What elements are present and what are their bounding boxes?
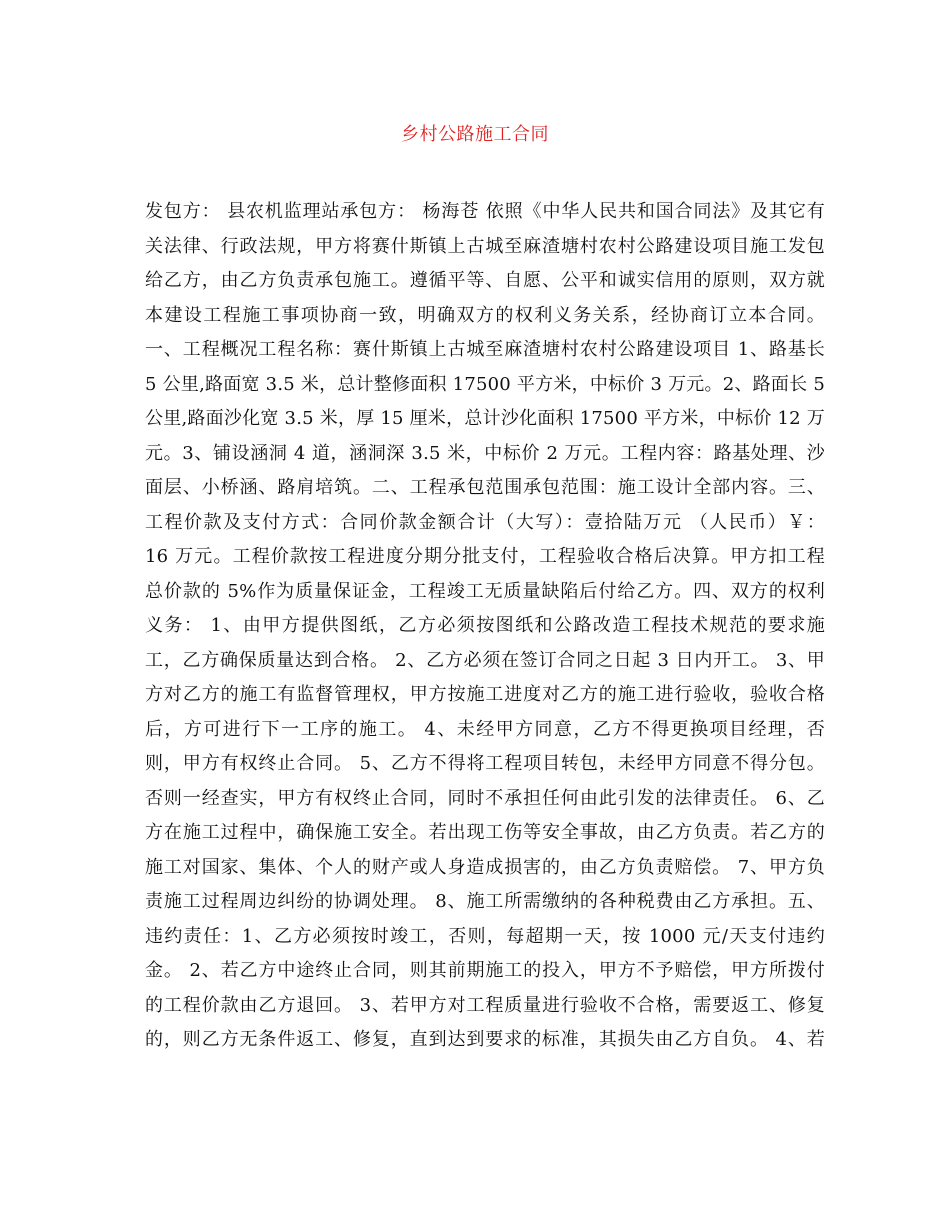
body-line: 公里,路面沙化宽 3.5 米，厚 15 厘米，总计沙化面积 17500 平方米，中标价 12 万 bbox=[145, 408, 825, 429]
body-line: 5 公里,路面宽 3.5 米，总计整修面积 17500 平方米，中标价 3 万元。2、路面长 5 bbox=[145, 373, 825, 395]
body-line: 的，则乙方无条件返工、修复，直到达到要求的标准，其损失由乙方自负。 4、若 bbox=[145, 1029, 825, 1050]
body-line: 16 万元。工程价款按工程进度分期分批支付，工程验收合格后决算。甲方扣工程 bbox=[145, 546, 825, 567]
body-line: 的工程价款由乙方退回。 3、若甲方对工程质量进行验收不合格，需要返工、修复 bbox=[145, 994, 825, 1016]
body-line: 总价款的 5%作为质量保证金，工程竣工无质量缺陷后付给乙方。四、双方的权利 bbox=[145, 580, 825, 602]
body-line: 否则一经查实，甲方有权终止合同，同时不承担任何由此引发的法律责任。 6、乙 bbox=[145, 787, 825, 809]
body-line: 发包方： 县农机监理站承包方： 杨海苍 依照《中华人民共和国合同法》及其它有 bbox=[145, 201, 825, 222]
body-line: 关法律、行政法规，甲方将赛什斯镇上古城至麻渣塘村农村公路建设项目施工发包 bbox=[145, 235, 825, 257]
body-line: 工程价款及支付方式：合同价款金额合计（大写）：壹拾陆万元 （人民币）￥： bbox=[145, 511, 825, 533]
body-line: 工，乙方确保质量达到合格。 2、乙方必须在签订合同之日起 3 日内开工。 3、甲 bbox=[145, 649, 825, 671]
body-line: 本建设工程施工事项协商一致，明确双方的权利义务关系，经协商订立本合同。 bbox=[145, 304, 825, 326]
body-line: 违约责任：1、乙方必须按时竣工，否则，每超期一天，按 1000 元/天支付违约 bbox=[145, 925, 825, 947]
body-line: 则，甲方有权终止合同。 5、乙方不得将工程项目转包，未经甲方同意不得分包。 bbox=[145, 753, 825, 774]
body-line: 给乙方，由乙方负责承包施工。遵循平等、自愿、公平和诚实信用的原则，双方就 bbox=[145, 270, 825, 291]
body-line: 施工对国家、集体、个人的财产或人身造成损害的，由乙方负责赔偿。 7、甲方负 bbox=[145, 856, 825, 878]
document-body bbox=[145, 195, 825, 1058]
document-title: 乡村公路施工合同 bbox=[401, 124, 549, 145]
body-line: 义务： 1、由甲方提供图纸，乙方必须按图纸和公路改造工程技术规范的要求施 bbox=[145, 615, 825, 636]
body-line: 一、工程概况工程名称：赛什斯镇上古城至麻渣塘村农村公路建设项目 1、路基长 bbox=[145, 339, 825, 360]
body-line: 元。3、铺设涵洞 4 道，涵洞深 3.5 米，中标价 2 万元。工程内容：路基处理、沙 bbox=[145, 442, 825, 464]
body-line: 后，方可进行下一工序的施工。 4、未经甲方同意，乙方不得更换项目经理，否 bbox=[145, 718, 825, 740]
body-line: 面层、小桥涵、路肩培筑。二、工程承包范围承包范围：施工设计全部内容。三、 bbox=[145, 477, 825, 498]
body-line: 方对乙方的施工有监督管理权，甲方按施工进度对乙方的施工进行验收，验收合格 bbox=[145, 684, 825, 705]
body-line: 责施工过程周边纠纷的协调处理。 8、施工所需缴纳的各种税费由乙方承担。五、 bbox=[145, 891, 825, 912]
body-line: 金。 2、若乙方中途终止合同，则其前期施工的投入，甲方不予赔偿，甲方所拨付 bbox=[145, 960, 825, 981]
body-line: 方在施工过程中，确保施工安全。若出现工伤等安全事故，由乙方负责。若乙方的 bbox=[145, 822, 825, 843]
